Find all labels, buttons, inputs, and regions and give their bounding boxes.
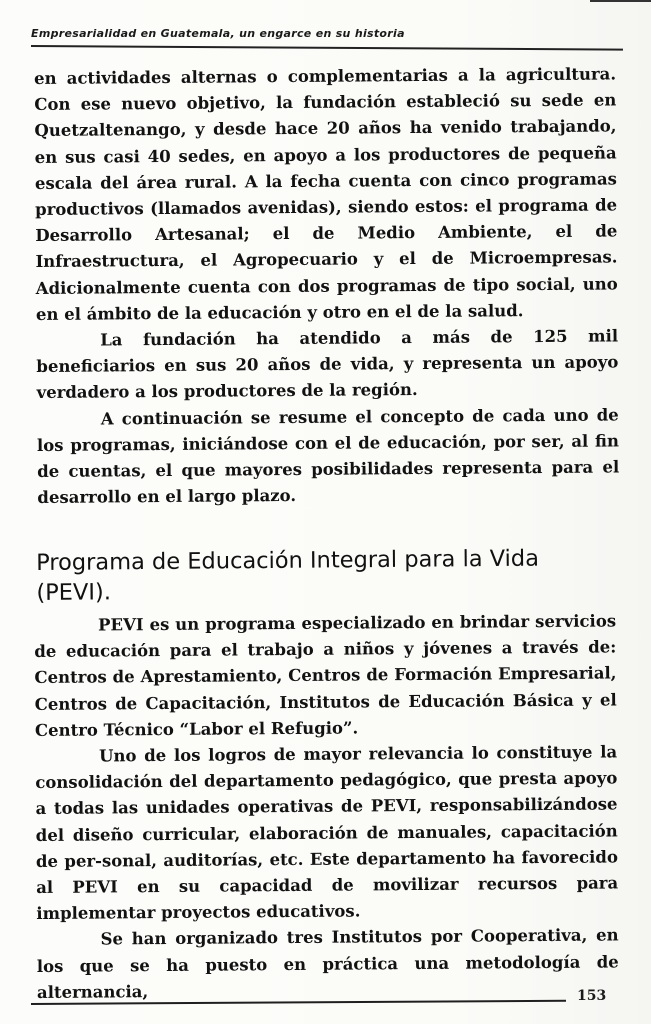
page-number: 153 (577, 988, 607, 1004)
paragraph: A continuación se resume el concepto de cada uno de los programas, iniciándose con el de educación, por ser, al fin de cuentas, el que mayores posibilidades representa para el desarrollo en el largo plazo. (36, 405, 620, 508)
body-text-bottom (34, 608, 619, 1006)
section-heading: Programa de Educación Integral para la Vida (PEVI). (36, 545, 540, 606)
running-header: Empresarialidad en Guatemala, un engarce en su historia (31, 27, 405, 40)
body-text-top (34, 61, 619, 511)
paragraph: La fundación ha atendido a más de 125 mil beneficiarios en sus 20 años de vida, y representa un apoyo verdadero a los productores de la región. (36, 326, 619, 403)
paragraph: Uno de los logros de mayor relevancia lo constituye la consolidación del departamento pedagógico, que presta apoyo a todas las unidades operativas de PEVI, responsabilizándose del diseño curricular, elaboración de manuales, capacitación de per-sonal, auditorías, etc. Este departamento ha favorecido al PEVI en su capacidad de movilizar recursos para implementar proyectos educativos. (35, 742, 619, 924)
header-rule (31, 45, 623, 50)
paragraph: en actividades alternas o complementarias a la agricultura. Con ese nuevo objetivo, la fundación estableció su sede en Quetzaltenango, y desde hace 20 años ha venido trabajando, en sus casi 40 sedes, en apoyo a los productores de pequeña escala del área rural. A la fecha cuenta con cinco programas productivos (llamados avenidas), siendo estos: el programa de Desarrollo Artesanal; el de Medio Ambiente, el de Infraestructura, el Agropecuario y el de Microempresas. Adicionalmente cuenta con dos programas de tipo social, uno en el ámbito de la educación y otro en el de la salud. (34, 64, 618, 324)
paragraph: PEVI es un programa especializado en brindar servicios de educación para el trabajo a niños y jóvenes a través de: Centros de Aprestamiento, Centros de Formación Empresarial, Centros de Capacitación, Institutos de Educación Básica y el Centro Técnico “Labor el Refugio”. (34, 611, 617, 740)
paragraph: Se han organizado tres Institutos por Cooperativa, en los que se ha puesto en práctica una metodología de alternancia, (36, 925, 619, 1002)
scan-edge-mark (590, 0, 651, 2)
